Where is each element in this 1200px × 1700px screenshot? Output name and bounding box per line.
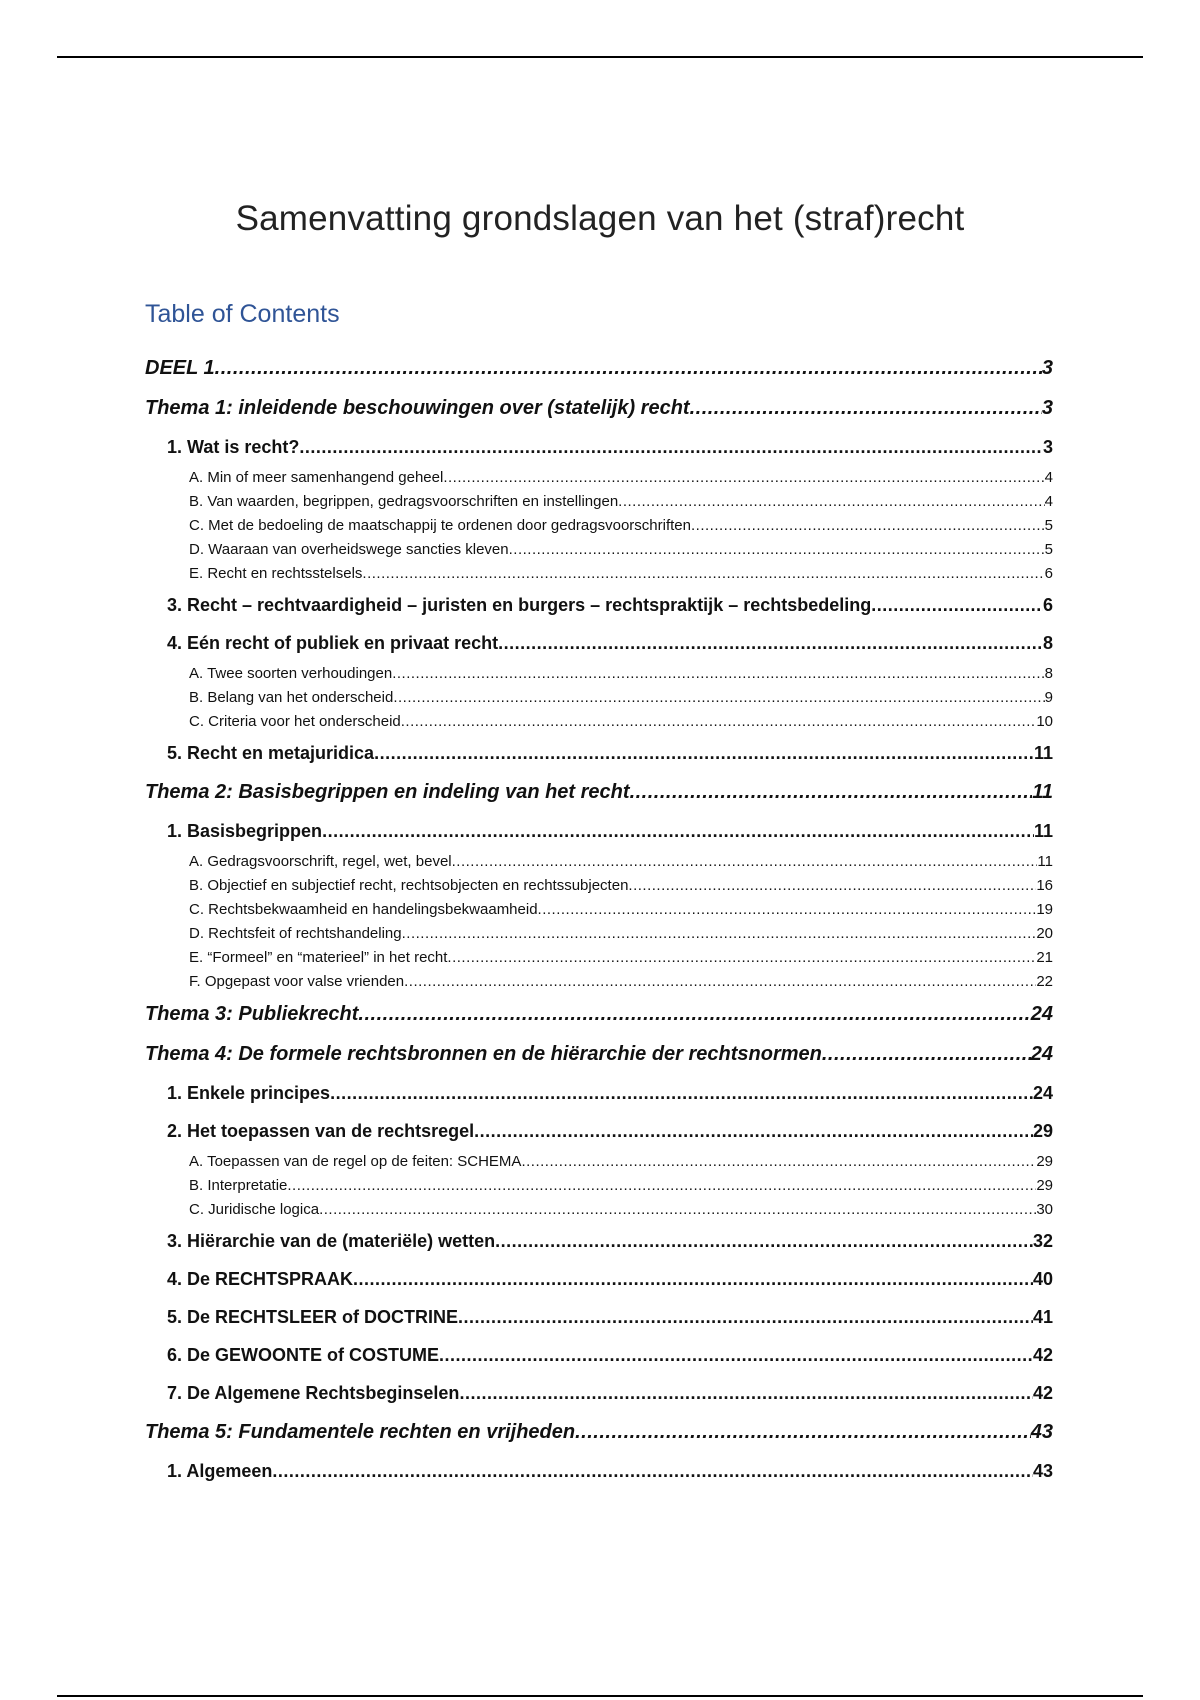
toc-entry-title: 5. De RECHTSLEER of DOCTRINE	[167, 1307, 459, 1327]
toc-page-number: 11	[1032, 781, 1053, 803]
toc-entry-title: 4. De RECHTSPRAAK	[167, 1269, 354, 1289]
toc-entry-section[interactable]	[145, 1452, 1053, 1490]
toc-page-number: 6	[1042, 595, 1053, 615]
toc-entry-title: 1. Basisbegrippen	[167, 821, 323, 841]
toc-entry-title: B. Interpretatie	[189, 1177, 288, 1194]
toc-entry-section[interactable]	[145, 428, 1053, 466]
toc-page-number: 8	[1042, 633, 1053, 653]
toc-entry-subsection[interactable]	[145, 466, 1053, 490]
toc-dot-leader	[353, 1260, 1033, 1298]
toc-page-number: 43	[1032, 1461, 1053, 1481]
toc-page-number: 19	[1036, 901, 1053, 918]
toc-entry-title: 3. Recht – rechtvaardigheid – juristen en burgers – rechtspraktijk – rechtsbedeling	[167, 595, 872, 615]
toc-entry-subsection[interactable]	[145, 922, 1053, 946]
toc-entry-title: D. Rechtsfeit of rechtshandeling	[189, 925, 402, 942]
toc-page-number: 6	[1044, 565, 1053, 582]
toc-dot-leader	[447, 946, 1036, 970]
toc-entry-theme[interactable]	[145, 348, 1053, 388]
toc-dot-leader	[299, 428, 1043, 466]
toc-entry-subsection[interactable]	[145, 898, 1053, 922]
toc-entry-title: 1. Algemeen	[167, 1461, 273, 1481]
toc-entry-title: Thema 4: De formele rechtsbronnen en de hiërarchie der rechtsnormen	[145, 1043, 822, 1065]
toc-entry-title: B. Objectief en subjectief recht, rechtsobjecten en rechtssubjecten	[189, 877, 629, 894]
toc-page-number: 5	[1044, 517, 1053, 534]
toc-page-number: 42	[1032, 1383, 1053, 1403]
toc-dot-leader	[272, 1452, 1033, 1490]
toc-entry-title: B. Belang van het onderscheid	[189, 689, 394, 706]
toc-dot-leader	[287, 1174, 1036, 1198]
toc-page-number: 24	[1030, 1043, 1053, 1065]
toc-page-number: 10	[1036, 713, 1053, 730]
toc-heading: Table of Contents	[145, 300, 340, 328]
toc-entry-subsection[interactable]	[145, 874, 1053, 898]
toc-page-number: 24	[1030, 1003, 1053, 1025]
toc-page-number: 9	[1044, 689, 1053, 706]
toc-entry-title: A. Toepassen van de regel op de feiten: SCHEMA	[189, 1153, 522, 1170]
toc-page-number: 11	[1033, 821, 1053, 841]
toc-entry-title: Thema 3: Publiekrecht	[145, 1003, 359, 1025]
toc-entry-theme[interactable]	[145, 994, 1053, 1034]
toc-entry-title: 7. De Algemene Rechtsbeginselen	[167, 1383, 460, 1403]
toc-dot-leader	[495, 1222, 1033, 1260]
toc-page-number: 20	[1036, 925, 1053, 942]
toc-entry-section[interactable]	[145, 1074, 1053, 1112]
toc-dot-leader	[474, 1112, 1033, 1150]
toc-entry-section[interactable]	[145, 1222, 1053, 1260]
toc-entry-title: A. Min of meer samenhangend geheel	[189, 469, 444, 486]
toc-entry-subsection[interactable]	[145, 662, 1053, 686]
toc-entry-theme[interactable]	[145, 1412, 1053, 1452]
toc-entry-subsection[interactable]	[145, 850, 1053, 874]
toc-entry-title: 2. Het toepassen van de rechtsregel	[167, 1121, 475, 1141]
toc-page-number: 4	[1044, 493, 1053, 510]
toc-entry-subsection[interactable]	[145, 514, 1053, 538]
toc-page-number: 16	[1036, 877, 1053, 894]
toc-dot-leader	[322, 812, 1034, 850]
toc-entry-section[interactable]	[145, 1374, 1053, 1412]
toc-dot-leader	[618, 490, 1044, 514]
toc-dot-leader	[459, 1374, 1033, 1412]
toc-entry-title: C. Juridische logica	[189, 1201, 320, 1218]
toc-entry-subsection[interactable]	[145, 538, 1053, 562]
toc-entry-title: Thema 2: Basisbegrippen en indeling van het recht	[145, 781, 630, 803]
toc-dot-leader	[871, 586, 1043, 624]
toc-entry-subsection[interactable]	[145, 1174, 1053, 1198]
toc-entry-section[interactable]	[145, 1260, 1053, 1298]
toc-entry-title: DEEL 1	[145, 357, 215, 379]
toc-entry-title: A. Twee soorten verhoudingen	[189, 665, 393, 682]
toc-dot-leader	[458, 1298, 1033, 1336]
toc-dot-leader	[404, 970, 1036, 994]
toc-page-number: 29	[1036, 1177, 1053, 1194]
toc-dot-leader	[401, 710, 1037, 734]
toc-page-number: 11	[1033, 743, 1053, 763]
toc-entry-title: B. Van waarden, begrippen, gedragsvoorschriften en instellingen	[189, 493, 619, 510]
toc-dot-leader	[628, 874, 1036, 898]
toc-entry-title: D. Waaraan van overheidswege sancties kleven	[189, 541, 509, 558]
toc-entry-section[interactable]	[145, 1336, 1053, 1374]
toc-dot-leader	[498, 624, 1043, 662]
toc-page-number: 24	[1032, 1083, 1053, 1103]
toc-entry-theme[interactable]	[145, 388, 1053, 428]
toc-page-number: 29	[1032, 1121, 1053, 1141]
toc-entry-title: E. Recht en rechtsstelsels	[189, 565, 363, 582]
toc-page-number: 3	[1041, 397, 1053, 419]
toc-page-number: 11	[1037, 853, 1053, 870]
toc-entry-section[interactable]	[145, 1112, 1053, 1150]
toc-dot-leader	[509, 538, 1045, 562]
toc-entry-subsection[interactable]	[145, 946, 1053, 970]
toc-entry-title: Thema 1: inleidende beschouwingen over (statelijk) recht	[145, 397, 690, 419]
toc-page-number: 3	[1042, 437, 1053, 457]
toc-page-number: 3	[1041, 357, 1053, 379]
toc-entry-title: 1. Wat is recht?	[167, 437, 300, 457]
toc-entry-subsection[interactable]	[145, 562, 1053, 586]
toc-entry-title: 3. Hiërarchie van de (materiële) wetten	[167, 1231, 496, 1251]
toc-page-number: 43	[1030, 1421, 1053, 1443]
toc-page-number: 40	[1032, 1269, 1053, 1289]
footer-rule	[57, 1695, 1143, 1697]
toc-page-number: 42	[1032, 1345, 1053, 1365]
toc-entry-subsection[interactable]	[145, 710, 1053, 734]
toc-dot-leader	[690, 388, 1042, 428]
toc-dot-leader	[575, 1412, 1031, 1452]
toc-dot-leader	[330, 1074, 1033, 1112]
toc-entry-subsection[interactable]	[145, 970, 1053, 994]
toc-dot-leader	[319, 1198, 1036, 1222]
toc-page-number: 8	[1044, 665, 1053, 682]
toc-dot-leader	[691, 514, 1045, 538]
toc-page-number: 22	[1036, 973, 1053, 990]
toc-entry-title: C. Rechtsbekwaamheid en handelingsbekwaamheid	[189, 901, 538, 918]
toc-entry-subsection[interactable]	[145, 490, 1053, 514]
toc-page-number: 41	[1032, 1307, 1053, 1327]
toc-entry-section[interactable]	[145, 586, 1053, 624]
toc-dot-leader	[521, 1150, 1036, 1174]
toc-dot-leader	[402, 922, 1037, 946]
toc-entry-title: C. Met de bedoeling de maatschappij te ordenen door gedragsvoorschriften	[189, 517, 691, 534]
toc-dot-leader	[452, 850, 1038, 874]
header-rule	[57, 56, 1143, 58]
toc-dot-leader	[393, 686, 1044, 710]
toc-dot-leader	[358, 994, 1030, 1034]
toc-entry-section[interactable]	[145, 734, 1053, 772]
toc-dot-leader	[538, 898, 1037, 922]
toc-entry-subsection[interactable]	[145, 1150, 1053, 1174]
toc-page-number: 29	[1036, 1153, 1053, 1170]
toc-entry-title: Thema 5: Fundamentele rechten en vrijheden	[145, 1421, 576, 1443]
toc-dot-leader	[215, 348, 1042, 388]
toc-entry-section[interactable]	[145, 1298, 1053, 1336]
toc-dot-leader	[439, 1336, 1033, 1374]
toc-dot-leader	[443, 466, 1044, 490]
toc-dot-leader	[362, 562, 1044, 586]
toc-dot-leader	[374, 734, 1034, 772]
toc-dot-leader	[630, 772, 1033, 812]
toc-page-number: 21	[1036, 949, 1053, 966]
toc-entry-section[interactable]	[145, 812, 1053, 850]
table-of-contents	[145, 348, 1053, 1490]
toc-entry-title: 6. De GEWOONTE of COSTUME	[167, 1345, 440, 1365]
toc-entry-theme[interactable]	[145, 772, 1053, 812]
toc-page-number: 30	[1036, 1201, 1053, 1218]
toc-page-number: 32	[1032, 1231, 1053, 1251]
toc-entry-title: E. “Formeel” en “materieel” in het recht	[189, 949, 448, 966]
toc-page-number: 5	[1044, 541, 1053, 558]
toc-entry-subsection[interactable]	[145, 686, 1053, 710]
toc-entry-title: C. Criteria voor het onderscheid	[189, 713, 401, 730]
toc-entry-title: 5. Recht en metajuridica	[167, 743, 375, 763]
toc-page-number: 4	[1044, 469, 1053, 486]
toc-entry-section[interactable]	[145, 624, 1053, 662]
toc-dot-leader	[822, 1034, 1031, 1074]
toc-entry-title: 1. Enkele principes	[167, 1083, 331, 1103]
toc-dot-leader	[392, 662, 1044, 686]
toc-entry-title: A. Gedragsvoorschrift, regel, wet, bevel	[189, 853, 452, 870]
toc-entry-title: F. Opgepast voor valse vrienden	[189, 973, 405, 990]
toc-entry-subsection[interactable]	[145, 1198, 1053, 1222]
toc-entry-theme[interactable]	[145, 1034, 1053, 1074]
toc-entry-title: 4. Eén recht of publiek en privaat recht	[167, 633, 499, 653]
document-title: Samenvatting grondslagen van het (straf)recht	[235, 199, 965, 239]
